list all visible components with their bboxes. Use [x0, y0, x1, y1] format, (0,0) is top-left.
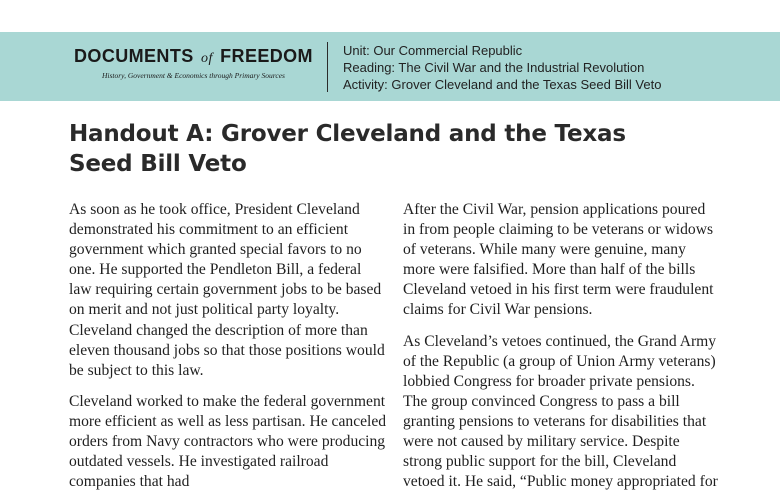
lesson-info	[343, 42, 661, 93]
logo-wordmark	[71, 45, 316, 70]
logo-of: of	[201, 51, 213, 66]
unit-label: Unit: Our Commercial Republic	[343, 43, 523, 58]
paragraph: Cleveland worked to make the federal government more efficient as well as less partisan. He canceled orders from Navy contractors who were producing outdated vessels. He investigated railroad companies that had	[69, 392, 387, 491]
banner-divider	[327, 42, 328, 92]
logo-subtitle: History, Government & Economics through Primary Sources	[102, 71, 285, 80]
logo-documents: DOCUMENTS	[74, 46, 194, 66]
reading-label: Reading: The Civil War and the Industrial Revolution	[343, 60, 645, 75]
left-column	[69, 200, 387, 503]
activity-label: Activity: Grover Cleveland and the Texas Seed Bill Veto	[343, 77, 662, 92]
paragraph: As soon as he took office, President Cleveland demonstrated his commitment to an efficient government which granted special favors to no one. He supported the Pendleton Bill, a federal law requiring certain government jobs to be based on merit and not just political party loyalty. Cleveland changed the description of more than eleven thousand jobs so that those positions would be subject to this law.	[69, 201, 385, 379]
logo-freedom: FREEDOM	[220, 46, 313, 66]
handout-title: Handout A: Grover Cleveland and the Texas Seed Bill Veto	[69, 121, 626, 177]
paragraph: As Cleveland’s vetoes continued, the Grand Army of the Republic (a group of Union Army veterans) lobbied Congress for broader private pensions. The group convinced Congress to pass a bill granting pensions to veterans for disabilities that were not caused by military service. Despite strong public support for the bill, Cleveland vetoed it. He said, “Public money appropriated for	[403, 332, 718, 491]
header-banner	[0, 32, 780, 101]
paragraph: After the Civil War, pension applications poured in from people claiming to be veterans or widows of veterans. While many were genuine, many more were falsified. More than half of the bills Cleveland vetoed in his first term were fraudulent claims for Civil War pensions.	[403, 201, 714, 319]
right-column	[403, 200, 721, 503]
documents-of-freedom-logo[interactable]	[71, 45, 316, 81]
